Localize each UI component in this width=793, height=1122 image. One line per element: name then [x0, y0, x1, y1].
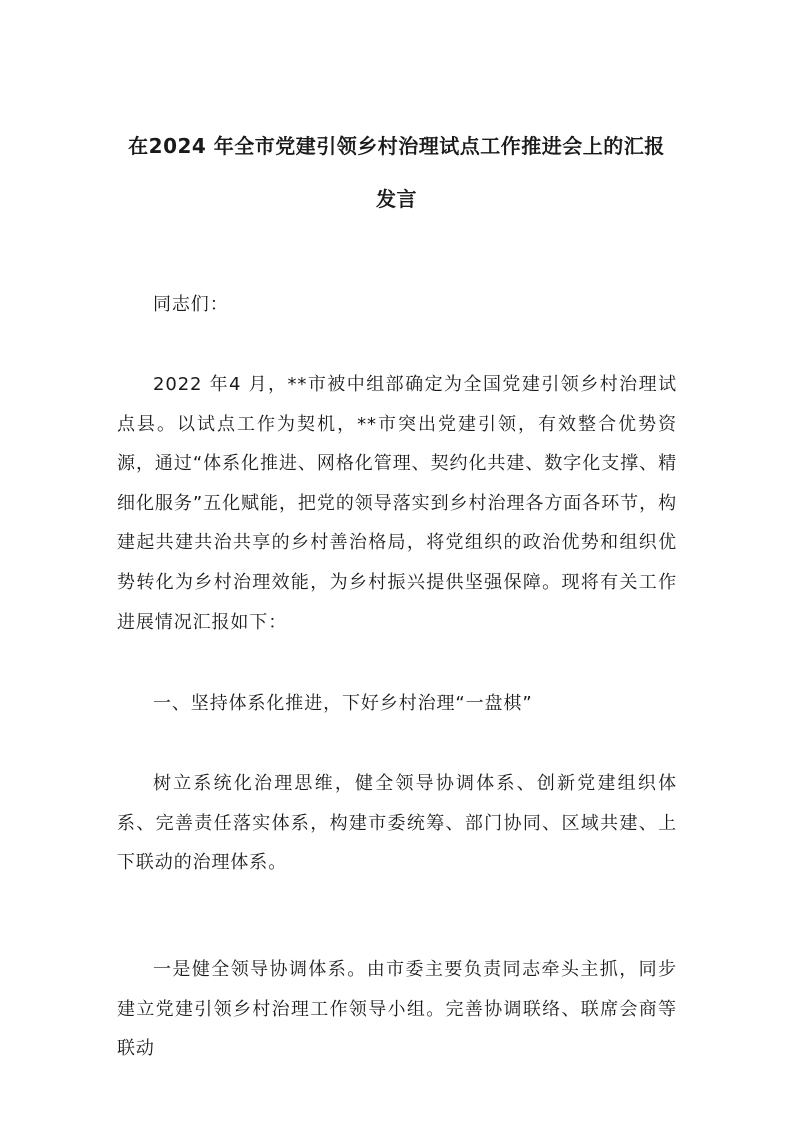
paragraph-intro-text: 2022 年4 月，**市被中组部确定为全国党建引领乡村治理试点县。以试点工作为契机，**市突出党建引领，有效整合优势资源，通过“体系化推进、网格化管理、契约化共建、数字化支撑、精细化服务”五化赋能，把党的领导落实到乡村治理各方面各环节，构建起共建共治共享的乡村善治格局，将党组织的政治优势和组织优势转化为乡村治理效能，为乡村振兴提供坚强保障。现将有关工作进展情况汇报如下：: [117, 374, 677, 633]
document-title-line-1: 在2024 年全市党建引领乡村治理试点工作推进会上的汇报: [128, 134, 665, 158]
document-title-line-2: 发言: [376, 187, 417, 211]
paragraph-leadership: [117, 950, 677, 1069]
greeting: [117, 285, 677, 325]
paragraph-intro: [117, 365, 677, 642]
paragraph-section-1: [117, 764, 677, 883]
section-heading-1: [117, 684, 677, 724]
greeting-text: 同志们：: [153, 294, 229, 315]
section-heading-1-text: 一、坚持体系化推进，下好乡村治理“一盘棋”: [153, 693, 533, 714]
paragraph-section-1-text: 树立系统化治理思维，健全领导协调体系、创新党建组织体系、完善责任落实体系，构建市委统筹、部门协同、区域共建、上下联动的治理体系。: [117, 773, 677, 874]
paragraph-leadership-text: 一是健全领导协调体系。由市委主要负责同志牵头主抓，同步建立党建引领乡村治理工作领导小组。完善协调联络、联席会商等联动: [117, 959, 677, 1060]
